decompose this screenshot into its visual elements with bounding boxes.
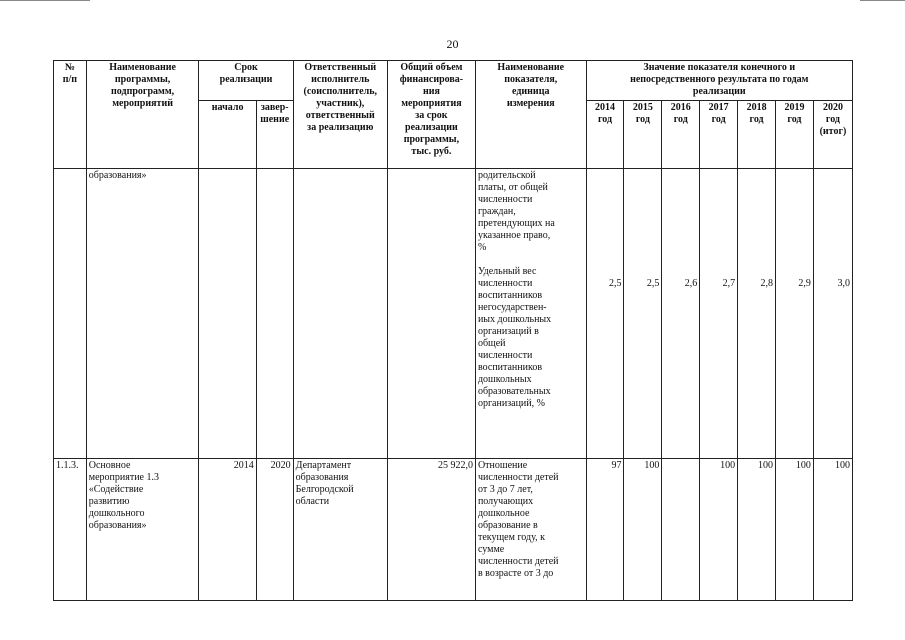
value-2016: 2,6 [684,278,698,289]
header-year-2014: 2014 год [586,101,624,169]
cell-indicator: Отношение численности детей от 3 до 7 лет, получающих дошкольное образование в текущем году, к сумме численности детей в возрасте от 3 до [475,459,586,601]
header-number: № п/п [54,61,87,169]
value-2015: 2,5 [646,278,660,289]
cell-value-2014: 97 [586,459,624,601]
cell-value-2020 [813,169,852,459]
table-row-continuation [54,169,853,459]
cell-finance [387,169,475,459]
cell-value-2018: 100 [738,459,776,601]
header-year-2017: 2017 год [700,101,738,169]
header-start: начало [199,101,256,169]
header-end: завер- шение [256,101,293,169]
value-2017: 2,7 [722,278,736,289]
header-row-1 [54,61,853,101]
indicator-text-a: родительской платы, от общей численности граждан, претендующих на указанное право, % [477,170,555,253]
program-indicators-table [53,60,853,601]
table-row-1-1-3 [54,459,853,601]
cell-start [199,169,256,459]
cell-value-2017 [700,169,738,459]
header-year-2015: 2015 год [624,101,662,169]
cell-value-2015: 100 [624,459,662,601]
cell-value-2020: 100 [813,459,852,601]
value-2018: 2,8 [760,278,774,289]
cell-value-2014 [586,169,624,459]
cell-value-2019: 100 [776,459,814,601]
header-values: Значение показателя конечного и непосредственного результата по годам реализации [586,61,852,101]
cell-indicator [475,169,586,459]
indicator-text-b: Удельный вес численности воспитанников негосударствен- иых дошкольных организаций в общей численности воспитанников дошкольных образовательных организаций, % [477,266,552,409]
cell-responsible [293,169,387,459]
header-year-2016: 2016 год [662,101,700,169]
cell-value-2017: 100 [700,459,738,601]
cell-responsible: Департамент образования Белгородской области [293,459,387,601]
cell-name: Основное мероприятие 1.3 «Содействие развитию дошкольного образования» [86,459,199,601]
header-year-2019: 2019 год [776,101,814,169]
cell-number [54,169,87,459]
cell-end [256,169,293,459]
cell-start: 2014 [199,459,256,601]
value-2019: 2,9 [798,278,811,289]
header-term: Срок реализации [199,61,293,101]
cell-number: 1.1.3. [54,459,87,601]
header-name: Наименование программы, подпрограмм, мероприятий [86,61,199,169]
value-2014: 2,5 [608,278,622,289]
header-year-2018: 2018 год [738,101,776,169]
header-year-2020: 2020 год (итог) [813,101,852,169]
cell-value-2018 [738,169,776,459]
header-indicator: Наименование показателя, единица измерения [475,61,586,169]
cell-value-2019 [776,169,814,459]
cell-value-2015 [624,169,662,459]
cell-finance: 25 922,0 [387,459,475,601]
page-number: 20 [446,37,459,51]
cell-value-2016 [662,459,700,601]
cell-name: образования» [86,169,199,459]
scan-top-edge [0,0,905,2]
cell-value-2016 [662,169,700,459]
header-responsible: Ответственный исполнитель (соисполнитель, участник), ответственный за реализацию [293,61,387,169]
header-finance: Общий объем финансирова- ния мероприятия за срок реализации программы, тыс. руб. [387,61,475,169]
value-2020: 3,0 [837,278,850,289]
cell-end: 2020 [256,459,293,601]
